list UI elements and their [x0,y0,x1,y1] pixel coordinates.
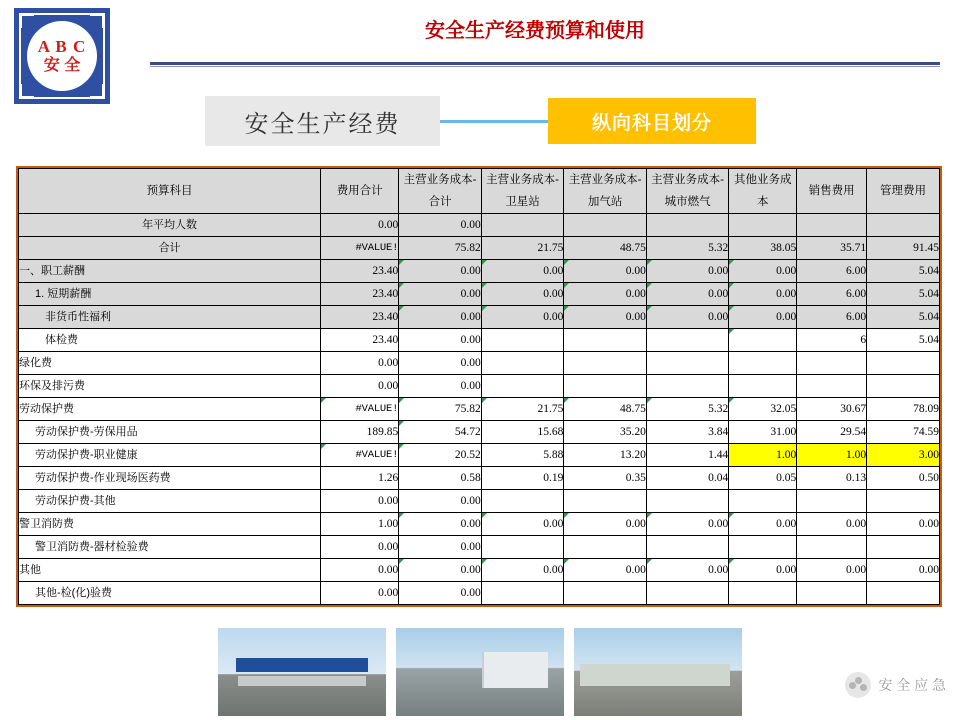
col-header-total: 费用合计 [321,169,399,214]
cell-gasfill: 0.00 [564,306,647,329]
cell-other-cost: 0.05 [729,467,797,490]
table-row [19,329,940,352]
cell-gasfill: 48.75 [564,237,647,260]
cell-sales [797,214,867,237]
cell-satellite: 15.68 [481,421,564,444]
cell-main-total: 0.58 [399,467,482,490]
col-header-gasfill: 主营业务成本-加气站 [564,169,647,214]
cell-admin: 91.45 [867,237,940,260]
logo-corner-tl-icon [19,13,34,28]
cell-satellite: 0.19 [481,467,564,490]
row-label: 劳动保护费-职业健康 [19,444,321,467]
logo-cn-text: 安 全 [43,57,81,74]
watermark-logo-icon [845,672,871,698]
cell-sales: 1.00 [797,444,867,467]
cell-other-cost [729,582,797,605]
cell-gasfill: 0.00 [564,559,647,582]
cell-main-total: 20.52 [399,444,482,467]
row-label: 警卫消防费 [19,513,321,536]
cell-satellite [481,536,564,559]
cell-total: 0.00 [321,582,399,605]
cell-main-total: 0.00 [399,582,482,605]
cell-admin [867,214,940,237]
cell-admin: 0.50 [867,467,940,490]
cell-citygas: 5.32 [646,398,728,421]
cell-gasfill [564,352,647,375]
row-label: 劳动保护费-其他 [19,490,321,513]
cell-gasfill [564,582,647,605]
cell-main-total: 0.00 [399,214,482,237]
cell-other-cost: 0.00 [729,306,797,329]
cell-main-total: 0.00 [399,490,482,513]
cell-admin: 5.04 [867,306,940,329]
cell-sales: 30.67 [797,398,867,421]
cell-satellite [481,329,564,352]
cell-total: 23.40 [321,283,399,306]
budget-table-container [16,166,942,607]
cell-gasfill: 48.75 [564,398,647,421]
cell-gasfill: 13.20 [564,444,647,467]
cell-citygas [646,352,728,375]
gas-station-photo [218,628,386,716]
cell-satellite [481,582,564,605]
section-heading: 安全生产经费 [205,96,440,146]
cell-total: #VALUE! [321,444,399,467]
cell-other-cost: 0.00 [729,559,797,582]
cell-other-cost: 31.00 [729,421,797,444]
cell-total: 0.00 [321,559,399,582]
cell-citygas: 0.00 [646,559,728,582]
cell-total: 1.00 [321,513,399,536]
row-label: 一、职工薪酬 [19,260,321,283]
cell-gasfill: 0.00 [564,283,647,306]
table-header-row [19,169,940,214]
cell-admin [867,490,940,513]
row-label: 其他-检(化)验费 [19,582,321,605]
budget-table [18,168,940,605]
section-tag: 纵向科目划分 [548,98,756,144]
table-row [19,260,940,283]
table-row [19,421,940,444]
cell-satellite: 5.88 [481,444,564,467]
cell-total: 0.00 [321,536,399,559]
cell-citygas [646,214,728,237]
logo-corner-bl-icon [19,84,34,99]
cell-citygas: 0.00 [646,306,728,329]
cell-satellite: 21.75 [481,398,564,421]
cell-total: 1.26 [321,467,399,490]
cell-gasfill: 0.00 [564,260,647,283]
photo-strip [218,628,742,716]
cell-other-cost [729,214,797,237]
cell-satellite: 0.00 [481,306,564,329]
cell-total: 23.40 [321,329,399,352]
cell-total: 0.00 [321,214,399,237]
cell-sales: 0.00 [797,513,867,536]
col-header-citygas: 主营业务成本-城市燃气 [646,169,728,214]
cell-satellite: 0.00 [481,260,564,283]
cell-gasfill [564,375,647,398]
col-header-subject: 预算科目 [19,169,321,214]
cell-satellite: 21.75 [481,237,564,260]
cell-admin: 78.09 [867,398,940,421]
table-row [19,306,940,329]
col-header-main-total: 主营业务成本-合计 [399,169,482,214]
col-header-admin: 管理费用 [867,169,940,214]
cell-satellite: 0.00 [481,559,564,582]
cell-citygas: 0.00 [646,260,728,283]
cell-main-total: 0.00 [399,283,482,306]
cell-other-cost: 0.00 [729,513,797,536]
cell-sales: 6.00 [797,283,867,306]
table-row [19,444,940,467]
cell-other-cost: 38.05 [729,237,797,260]
cell-main-total: 0.00 [399,306,482,329]
cell-main-total: 0.00 [399,536,482,559]
logo-frame [19,13,105,99]
cell-sales: 35.71 [797,237,867,260]
table-row [19,352,940,375]
cell-satellite: 0.00 [481,513,564,536]
cell-total: 189.85 [321,421,399,444]
row-label: 合计 [19,237,321,260]
cell-gasfill: 0.00 [564,513,647,536]
cell-gasfill [564,214,647,237]
col-header-sales: 销售费用 [797,169,867,214]
cell-total: 0.00 [321,352,399,375]
table-row [19,467,940,490]
cell-sales: 0.00 [797,559,867,582]
cell-admin [867,375,940,398]
cell-other-cost: 1.00 [729,444,797,467]
row-label: 环保及排污费 [19,375,321,398]
cell-satellite [481,214,564,237]
cell-other-cost [729,375,797,398]
cell-total: 23.40 [321,306,399,329]
cell-admin: 0.00 [867,559,940,582]
table-row [19,513,940,536]
row-label: 绿化费 [19,352,321,375]
cell-total: 23.40 [321,260,399,283]
cell-citygas [646,536,728,559]
cell-other-cost: 32.05 [729,398,797,421]
cell-sales: 6 [797,329,867,352]
cell-total: 0.00 [321,375,399,398]
row-label: 年平均人数 [19,214,321,237]
cell-satellite [481,490,564,513]
cell-citygas [646,375,728,398]
cell-gasfill [564,536,647,559]
cell-main-total: 54.72 [399,421,482,444]
cell-citygas: 0.00 [646,283,728,306]
cell-main-total: 0.00 [399,513,482,536]
table-row [19,490,940,513]
cell-satellite [481,352,564,375]
cell-sales: 29.54 [797,421,867,444]
banner-connector [440,120,560,123]
row-label: 劳动保护费-作业现场医药费 [19,467,321,490]
col-header-other-cost: 其他业务成本 [729,169,797,214]
cell-other-cost: 0.00 [729,260,797,283]
cell-other-cost [729,352,797,375]
page-title: 安全生产经费预算和使用 [425,20,645,42]
cell-admin [867,536,940,559]
cell-admin [867,352,940,375]
cell-citygas: 1.44 [646,444,728,467]
cell-admin: 0.00 [867,513,940,536]
row-label: 非货币性福利 [19,306,321,329]
watermark-label: 安 全 应 急 [878,677,946,693]
logo-abc-text: A B C [37,37,87,56]
logo-corner-tr-icon [90,13,105,28]
cell-other-cost [729,329,797,352]
cell-admin [867,582,940,605]
cell-satellite: 0.00 [481,283,564,306]
table-row [19,582,940,605]
table-body [19,214,940,605]
cell-other-cost: 0.00 [729,283,797,306]
table-row [19,214,940,237]
cell-total: #VALUE! [321,398,399,421]
logo-circle [27,21,97,91]
cell-gasfill: 35.20 [564,421,647,444]
facility-photo [574,628,742,716]
cell-sales [797,352,867,375]
table-row [19,283,940,306]
cell-gasfill [564,329,647,352]
cell-sales: 6.00 [797,260,867,283]
cell-satellite [481,375,564,398]
cell-citygas: 3.84 [646,421,728,444]
col-header-satellite: 主营业务成本-卫星站 [481,169,564,214]
cell-gasfill: 0.35 [564,467,647,490]
cell-sales [797,375,867,398]
cell-citygas: 0.04 [646,467,728,490]
row-label: 1. 短期薪酬 [19,283,321,306]
cell-main-total: 75.82 [399,237,482,260]
cell-sales [797,490,867,513]
lng-plant-photo [396,628,564,716]
cell-sales: 0.13 [797,467,867,490]
cell-main-total: 0.00 [399,375,482,398]
logo-corner-br-icon [90,84,105,99]
brand-logo [14,8,110,104]
cell-admin: 3.00 [867,444,940,467]
cell-citygas [646,329,728,352]
cell-main-total: 0.00 [399,352,482,375]
cell-sales [797,582,867,605]
table-row [19,237,940,260]
cell-citygas [646,490,728,513]
cell-citygas: 5.32 [646,237,728,260]
cell-total: #VALUE! [321,237,399,260]
cell-sales [797,536,867,559]
cell-other-cost [729,536,797,559]
watermark [845,672,946,698]
row-label: 警卫消防费-器材检验费 [19,536,321,559]
cell-admin: 5.04 [867,283,940,306]
table-row [19,398,940,421]
cell-total: 0.00 [321,490,399,513]
row-label: 体检费 [19,329,321,352]
table-row [19,559,940,582]
cell-gasfill [564,490,647,513]
cell-main-total: 0.00 [399,260,482,283]
cell-main-total: 0.00 [399,559,482,582]
cell-sales: 6.00 [797,306,867,329]
row-label: 其他 [19,559,321,582]
cell-admin: 5.04 [867,329,940,352]
table-row [19,536,940,559]
cell-main-total: 75.82 [399,398,482,421]
cell-main-total: 0.00 [399,329,482,352]
header-divider [150,62,940,65]
header-divider-thin [150,66,940,67]
cell-other-cost [729,490,797,513]
row-label: 劳动保护费-劳保用品 [19,421,321,444]
cell-citygas [646,582,728,605]
table-row [19,375,940,398]
cell-admin: 5.04 [867,260,940,283]
cell-citygas: 0.00 [646,513,728,536]
row-label: 劳动保护费 [19,398,321,421]
cell-admin: 74.59 [867,421,940,444]
